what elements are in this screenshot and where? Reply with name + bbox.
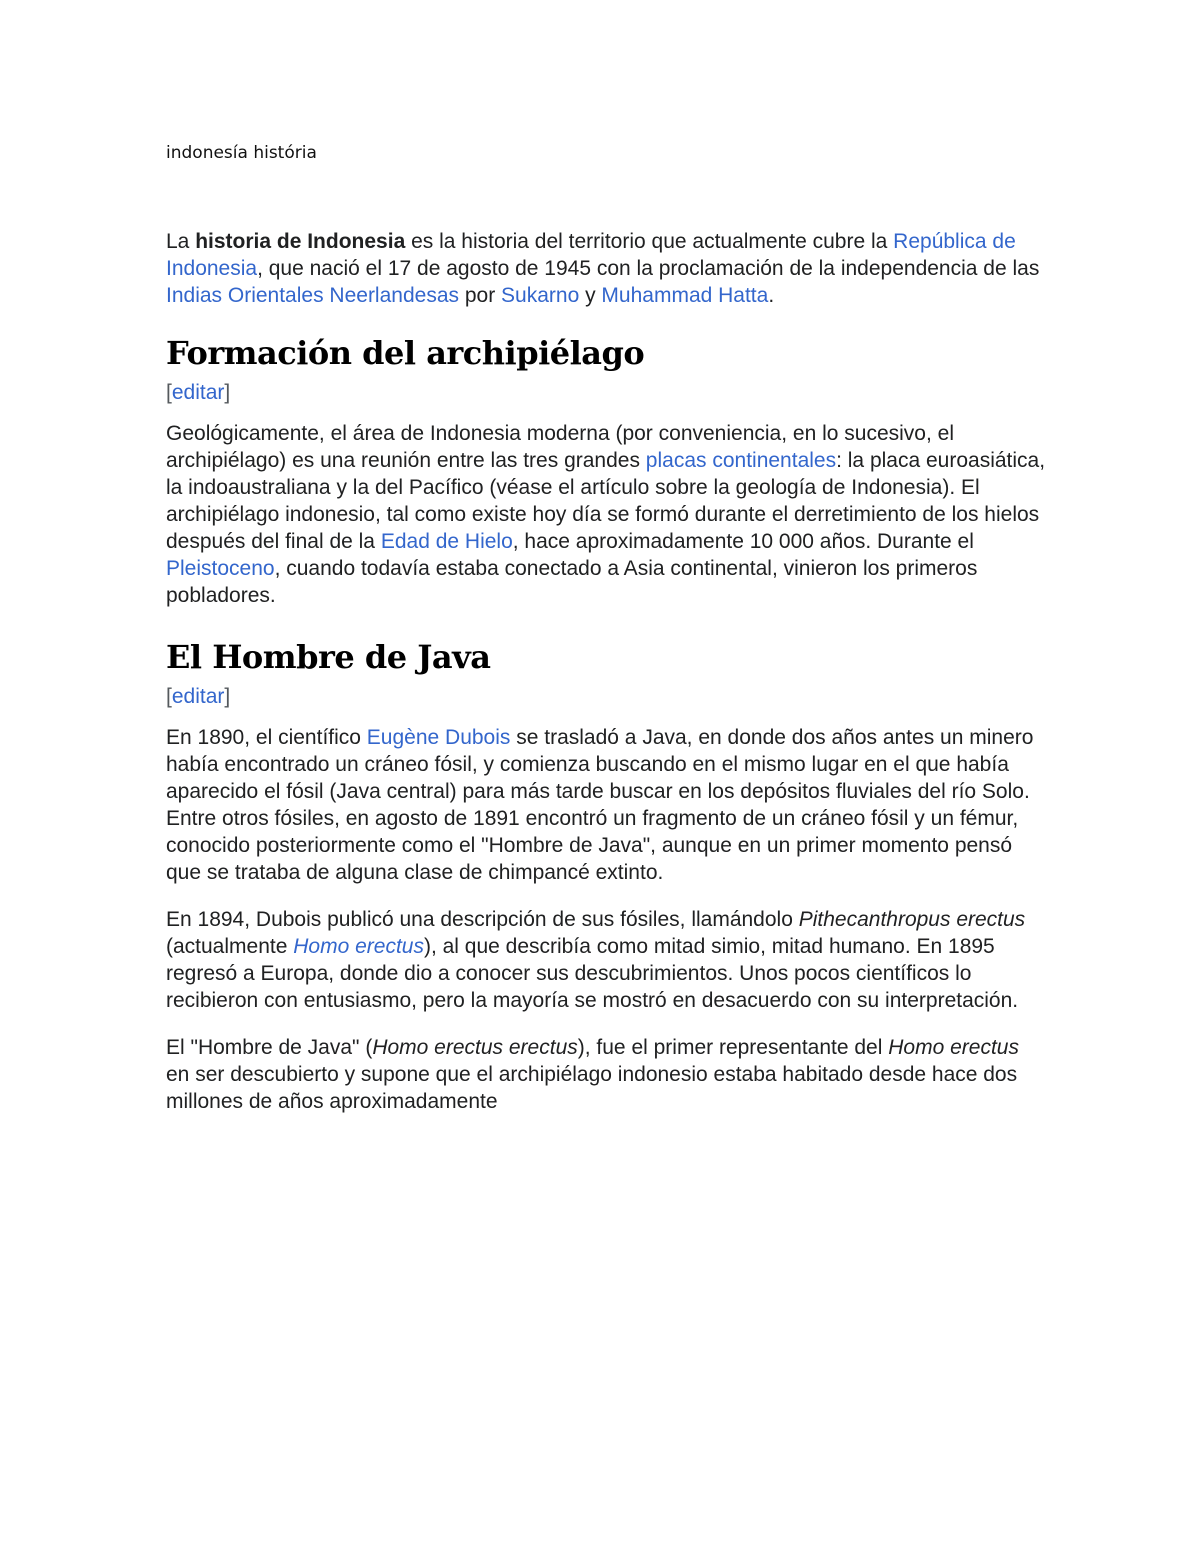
java-p3-italic-1: Homo erectus erectus bbox=[372, 1036, 578, 1059]
section-heading-formacion: Formación del archipiélago bbox=[166, 334, 645, 372]
link-republica-indonesia[interactable]: República de Indonesia bbox=[166, 230, 1016, 280]
intro-paragraph bbox=[166, 228, 1046, 309]
document-title: indonesía história bbox=[166, 143, 317, 163]
java-p3-text-3: en ser descubierto y supone que el archipiélago indonesio estaba habitado desde hace dos millones de años aproximadamente bbox=[166, 1063, 1018, 1113]
link-homo-erectus[interactable] bbox=[293, 935, 424, 958]
intro-text-4: por bbox=[459, 284, 502, 307]
intro-text-1: La bbox=[166, 230, 196, 253]
java-p3-text-2: ), fue el primer representante del bbox=[577, 1036, 889, 1059]
link-sukarno[interactable]: Sukarno bbox=[501, 284, 580, 307]
formacion-paragraph bbox=[166, 420, 1046, 609]
java-p1-text-1: En 1890, el científico bbox=[166, 726, 367, 749]
edit-section-hombre-java bbox=[166, 683, 1046, 710]
article-body bbox=[166, 228, 1046, 1135]
edit-link-hombre-java[interactable]: editar bbox=[171, 685, 225, 708]
edit-bracket-close: ] bbox=[224, 381, 231, 404]
section-heading-hombre-java: El Hombre de Java bbox=[166, 638, 491, 676]
link-muhammad-hatta[interactable]: Muhammad Hatta bbox=[601, 284, 769, 307]
formacion-text-2: : la placa euroasiática, la indoaustraliana y la del Pacífico (véase el artículo sobre la geología de Indonesia). El archipiélago indonesio, tal como existe hoy día se formó durante el derretimiento de los hielos después del final de la bbox=[166, 449, 1046, 553]
intro-bold-term: historia de Indonesia bbox=[195, 230, 406, 253]
java-paragraph-2 bbox=[166, 906, 1046, 1014]
java-p3-text-1: El "Hombre de Java" ( bbox=[166, 1036, 373, 1059]
link-indias-orientales[interactable]: Indias Orientales Neerlandesas bbox=[166, 284, 459, 307]
edit-section-formacion bbox=[166, 379, 1046, 406]
intro-text-6: . bbox=[768, 284, 775, 307]
link-eugene-dubois[interactable]: Eugène Dubois bbox=[366, 726, 511, 749]
intro-text-3: , que nació el 17 de agosto de 1945 con la proclamación de la independencia de las bbox=[257, 257, 1040, 280]
java-p2-text-3: ), al que describía como mitad simio, mitad humano. En 1895 regresó a Europa, donde dio a conocer sus descubrimientos. Unos pocos científicos lo recibieron con entusiasmo, pero la mayoría se mostró en desacuerdo con su interpretación. bbox=[166, 935, 1019, 1012]
java-p2-italic-1: Pithecanthropus erectus bbox=[798, 908, 1026, 931]
edit-bracket-close: ] bbox=[224, 685, 231, 708]
link-edad-de-hielo[interactable]: Edad de Hielo bbox=[380, 530, 513, 553]
java-p3-italic-2: Homo erectus bbox=[888, 1036, 1019, 1059]
formacion-text-1: Geológicamente, el área de Indonesia moderna (por conveniencia, en lo sucesivo, el archipiélago) es una reunión entre las tres grandes bbox=[166, 422, 954, 472]
intro-text-2: es la historia del territorio que actualmente cubre la bbox=[405, 230, 894, 253]
edit-bracket-open: [ bbox=[166, 685, 172, 708]
link-pleistoceno[interactable]: Pleistoceno bbox=[166, 557, 275, 580]
java-p2-text-1: En 1894, Dubois publicó una descripción de sus fósiles, llamándolo bbox=[166, 908, 799, 931]
formacion-text-3: , hace aproximadamente 10 000 años. Durante el bbox=[512, 530, 974, 553]
edit-bracket-open: [ bbox=[166, 381, 172, 404]
java-p1-text-2: se trasladó a Java, en donde dos años antes un minero había encontrado un cráneo fósil, y comienza buscando en el mismo lugar en el que había aparecido el fósil (Java central) para más tarde buscar en los depósitos fluviales del río Solo. Entre otros fósiles, en agosto de 1891 encontró un fragmento de un cráneo fósil y un fémur, conocido posteriormente como el "Hombre de Java", aunque en un primer momento pensó que se trataba de alguna clase de chimpancé extinto. bbox=[166, 726, 1034, 884]
link-homo-erectus-label: Homo erectus bbox=[293, 935, 424, 958]
intro-text-5: y bbox=[579, 284, 602, 307]
formacion-text-4: , cuando todavía estaba conectado a Asia continental, vinieron los primeros pobladores. bbox=[166, 557, 978, 607]
java-p2-text-2: (actualmente bbox=[166, 935, 294, 958]
edit-link-formacion[interactable]: editar bbox=[171, 381, 225, 404]
java-paragraph-1 bbox=[166, 724, 1046, 886]
java-paragraph-3 bbox=[166, 1034, 1046, 1115]
link-placas-continentales[interactable]: placas continentales bbox=[645, 449, 837, 472]
